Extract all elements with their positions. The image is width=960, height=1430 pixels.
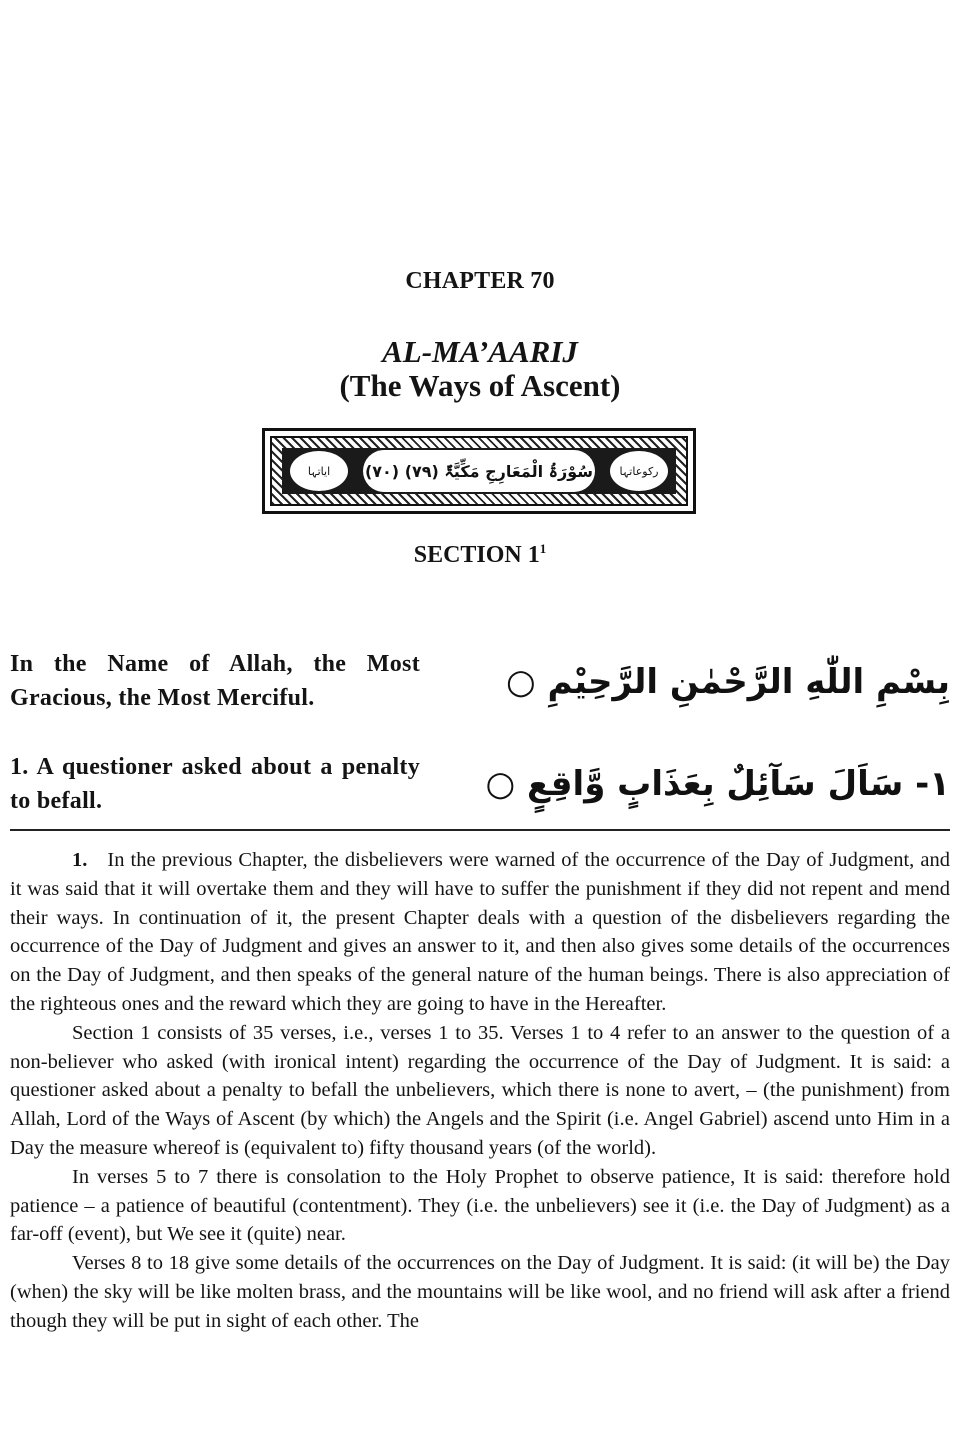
footnote-number: 1.	[72, 849, 88, 871]
section-count-cartouche: رکوعاتہا	[610, 451, 668, 491]
commentary-paragraph	[10, 846, 950, 1019]
commentary-paragraph: Verses 8 to 18 give some details of the occurrences on the Day of Judgment. It is said: (it will be) the Day (when) the sky will be like molten brass, and the mountains will be like wool, and no friend will ask after a friend though they will be put in sight of each other. The	[10, 1252, 950, 1332]
bismillah-translation: In the Name of Allah, the Most Gracious, the Most Merciful.	[10, 651, 420, 711]
surah-title: AL-MA’AARIJ	[382, 334, 578, 369]
chapter-number: CHAPTER 70	[405, 268, 555, 294]
commentary	[10, 846, 950, 1336]
surah-header-ornament	[262, 428, 696, 514]
section-label-text: SECTION 1	[413, 542, 540, 568]
commentary-text: In the previous Chapter, the disbelievers were warned of the occurrence of the Day of Judgment, and it was said that it will overtake them and they will have to suffer the punishment if they did not repent and mend their ways. In continuation of it, the present Chapter deals with a question of the disbelievers regarding the occurrence of the Day of Judgment and gives an answer to it, and then also gives some details of the occurrences on the Day of Judgment, and then speaks of the general nature of the human beings. There is also appreciation of the righteous ones and the reward which they are going to have in the Hereafter.	[10, 849, 950, 1015]
footnote-divider	[10, 829, 950, 831]
surah-name-cartouche: (۷۰) سُوْرَۃُ الْمَعَارِجِ مَکِّیَّۃٌ (۷۹)	[363, 450, 595, 492]
bismillah-arabic: بِسْمِ اللّٰهِ الرَّحْمٰنِ الرَّحِيْمِ ○	[505, 662, 950, 702]
section-heading	[0, 541, 960, 569]
commentary-paragraph: In verses 5 to 7 there is consolation to the Holy Prophet to observe patience, It is said: therefore hold patience – a patience of beautiful (contentment). They (i.e. the unbelievers) see it (i.e. the Day of Judgment) as a far-off (event), but We see it (quite) near.	[10, 1165, 950, 1246]
verse-1-translation: 1. A questioner asked about a penalty to befall.	[10, 754, 420, 814]
ornamental-border	[270, 436, 688, 506]
ornament-panel	[282, 448, 676, 494]
surah-subtitle: (The Ways of Ascent)	[339, 368, 621, 403]
verse-1-arabic: ۱- سَاَلَ سَآئِلٌ بِعَذَابٍ وَّاقِعٍ ○	[485, 764, 950, 804]
footnote-ref: 1	[539, 541, 547, 556]
commentary-paragraph: Section 1 consists of 35 verses, i.e., verses 1 to 35. Verses 1 to 4 refer to an answer to the question of a non-believer who asked (with ironical intent) regarding the occurrence of the Day of Judgment. It is said: a questioner asked about a penalty to befall the unbelievers, which there is none to avert, – (the punishment) from Allah, Lord of the Ways of Ascent (by which) the Angels and the Spirit (i.e. Angel Gabriel) ascend unto Him in a Day the measure whereof is (equivalent to) fifty thousand years (of the world).	[10, 1021, 950, 1159]
verse-count-cartouche: ایاتہا	[290, 451, 348, 491]
